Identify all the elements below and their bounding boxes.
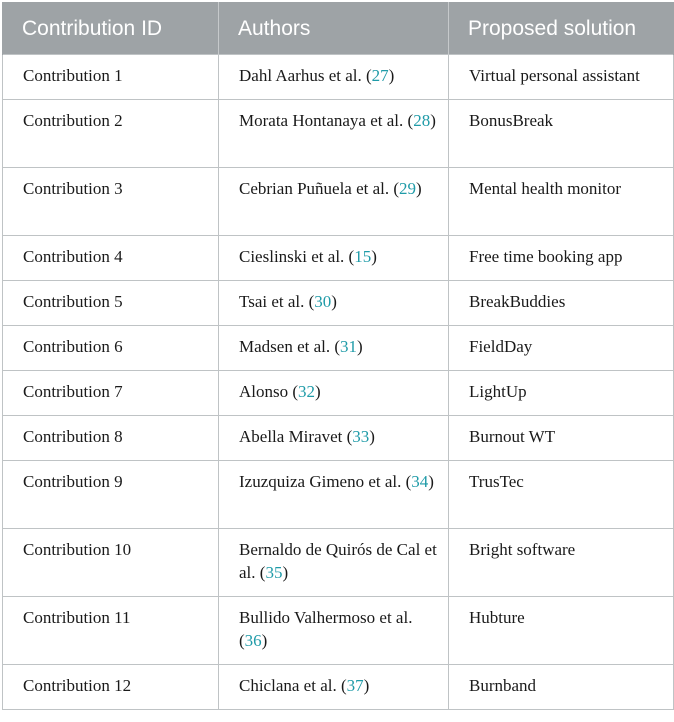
reference-link[interactable]: 31: [340, 336, 358, 356]
authors-cell: [219, 280, 449, 325]
authors-text: Chiclana et al. (: [239, 675, 347, 695]
table-row: [3, 596, 674, 664]
authors-close: ): [331, 291, 337, 311]
contribution-id-cell: Contribution 5: [3, 280, 219, 325]
contribution-id-cell: Contribution 12: [3, 664, 219, 709]
authors-text: Alonso (: [239, 381, 299, 401]
authors-cell: [219, 415, 449, 460]
solution-cell: BonusBreak: [449, 99, 674, 167]
solution-cell: Burnout WT: [449, 415, 674, 460]
solution-cell: Burnband: [449, 664, 674, 709]
table-row: [3, 235, 674, 280]
authors-cell: [219, 54, 449, 99]
solution-cell: TrusTec: [449, 460, 674, 528]
authors-close: ): [428, 471, 434, 491]
contribution-id-cell: Contribution 2: [3, 99, 219, 167]
authors-close: ): [357, 336, 363, 356]
contribution-id-cell: Contribution 1: [3, 54, 219, 99]
authors-close: ): [363, 675, 370, 695]
authors-close: ): [430, 110, 436, 130]
authors-text: Cieslinski et al. (: [239, 246, 355, 266]
reference-link[interactable]: 34: [411, 471, 429, 491]
header-row: [3, 2, 674, 54]
authors-close: ): [315, 381, 321, 401]
contribution-id-cell: Contribution 4: [3, 235, 219, 280]
solution-cell: FieldDay: [449, 325, 674, 370]
table-row: [3, 528, 674, 596]
contribution-id-cell: Contribution 10: [3, 528, 219, 596]
solution-cell: BreakBuddies: [449, 280, 674, 325]
reference-link[interactable]: 32: [298, 381, 316, 401]
authors-text: Cebrian Puñuela et al. (: [239, 178, 400, 198]
authors-text: Izuzquiza Gimeno et al. (: [239, 471, 412, 491]
table-row: [3, 325, 674, 370]
header-contribution-id: Contribution ID: [3, 2, 219, 54]
authors-text: Madsen et al. (: [239, 336, 341, 356]
authors-text: Tsai et al. (: [239, 291, 315, 311]
reference-link[interactable]: 29: [399, 178, 417, 198]
reference-link[interactable]: 37: [346, 675, 364, 695]
table-row: [3, 99, 674, 167]
header-proposed-solution: Proposed solution: [449, 2, 674, 54]
authors-cell: [219, 235, 449, 280]
table-row: [3, 370, 674, 415]
contributions-table: [2, 2, 674, 710]
authors-cell: [219, 167, 449, 235]
authors-text: Dahl Aarhus et al. (: [239, 65, 372, 85]
solution-cell: Bright software: [449, 528, 674, 596]
authors-close: ): [282, 562, 289, 582]
reference-link[interactable]: 28: [413, 110, 431, 130]
reference-link[interactable]: 27: [371, 65, 389, 85]
authors-close: ): [371, 246, 377, 266]
contribution-id-cell: Contribution 3: [3, 167, 219, 235]
contribution-id-cell: Contribution 8: [3, 415, 219, 460]
solution-cell: Free time booking app: [449, 235, 674, 280]
reference-link[interactable]: 35: [265, 562, 283, 582]
authors-cell: [219, 99, 449, 167]
authors-cell: [219, 664, 449, 709]
contribution-id-cell: Contribution 9: [3, 460, 219, 528]
solution-cell: Hubture: [449, 596, 674, 664]
contribution-id-cell: Contribution 7: [3, 370, 219, 415]
contribution-id-cell: Contribution 6: [3, 325, 219, 370]
reference-link[interactable]: 15: [354, 246, 372, 266]
reference-link[interactable]: 36: [244, 630, 262, 650]
table-row: [3, 415, 674, 460]
table-row: [3, 54, 674, 99]
table-row: [3, 167, 674, 235]
authors-close: ): [261, 630, 268, 650]
contribution-id-cell: Contribution 11: [3, 596, 219, 664]
reference-link[interactable]: 33: [352, 426, 370, 446]
table-row: [3, 664, 674, 709]
table-row: [3, 280, 674, 325]
solution-cell: Virtual personal assistant: [449, 54, 674, 99]
authors-text: Bernaldo de Quirós de Cal et al. (: [239, 539, 437, 582]
solution-cell: LightUp: [449, 370, 674, 415]
authors-cell: [219, 370, 449, 415]
authors-text: Morata Hontanaya et al. (: [239, 110, 414, 130]
authors-cell: [219, 596, 449, 664]
reference-link[interactable]: 30: [314, 291, 332, 311]
authors-close: ): [388, 65, 395, 85]
authors-text: Bullido Valhermoso et al. (: [239, 607, 413, 650]
authors-close: ): [416, 178, 422, 198]
table-row: [3, 460, 674, 528]
header-authors: Authors: [219, 2, 449, 54]
solution-cell: Mental health monitor: [449, 167, 674, 235]
authors-cell: [219, 528, 449, 596]
authors-cell: [219, 460, 449, 528]
authors-close: ): [369, 426, 375, 446]
authors-text: Abella Miravet (: [239, 426, 353, 446]
authors-cell: [219, 325, 449, 370]
